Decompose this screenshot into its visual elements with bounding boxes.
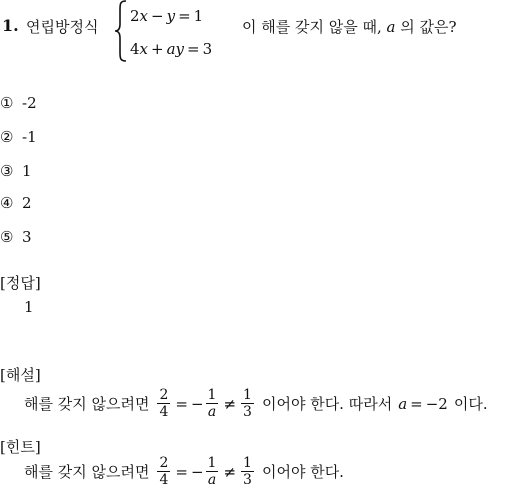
choice-marker: ③ [0,162,14,180]
solution-text: 해를 갖지 않으려면 $\frac{2}{4}$ = − $\frac{1}{a}$ ≠ $\frac{1}{3}$ 이어야 한다. 따라서 a = −2 이다. [24,387,488,420]
choice-value: 1 [22,162,32,180]
fraction: $\frac{2}{4}$ [159,455,169,488]
choice-marker: ① [0,94,14,112]
choice-value: 2 [22,194,32,212]
question-number: 1. [2,16,19,35]
equation-1: 2x − y = 1 [130,7,204,25]
fraction: $\frac{2}{4}$ [159,387,169,420]
system-brace-icon [114,0,128,62]
hint-text: 해를 갖지 않으려면 $\frac{2}{4}$ = − $\frac{1}{a}$ ≠ $\frac{1}{3}$ 이어야 한다. [24,455,344,488]
answer-label: [정답] [0,274,41,292]
choice-value: -1 [22,128,37,146]
question-text-post: 이 해를 갖지 않을 때, a 의 값은? [242,18,457,36]
solution-label: [해설] [0,366,41,384]
choice-value: 3 [22,228,32,246]
choice-1[interactable] [0,94,37,112]
choice-marker: ④ [0,194,14,212]
fraction: $\frac{1}{3}$ [243,455,252,488]
choice-4[interactable] [0,194,32,212]
question-text-pre: 연립방정식 [26,18,99,36]
choice-marker: ② [0,128,14,146]
choice-5[interactable] [0,228,32,246]
choice-2[interactable] [0,128,37,146]
fraction: $\frac{1}{a}$ [207,387,217,420]
choice-marker: ⑤ [0,228,14,246]
fraction: $\frac{1}{a}$ [207,455,217,488]
choice-3[interactable] [0,162,32,180]
fraction: $\frac{1}{3}$ [243,387,252,420]
choice-value: -2 [22,94,37,112]
hint-label: [힌트] [0,438,41,456]
equation-2: 4x + ay = 3 [130,40,213,58]
answer-value: 1 [24,298,34,316]
